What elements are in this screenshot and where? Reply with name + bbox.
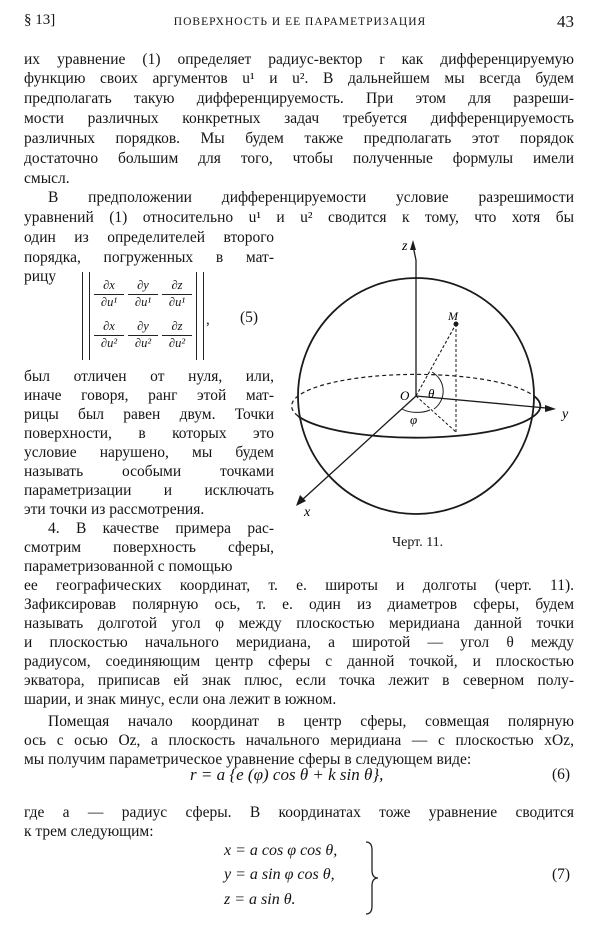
z-arrow	[410, 240, 416, 250]
matrix-right-bar	[196, 272, 204, 360]
text-line: параметризации и исключать	[24, 482, 274, 499]
text-line: смотрим поверхность сферы,	[24, 539, 274, 556]
text-line: иначе говоря, ранг этой мат-	[24, 387, 274, 404]
matrix-entry: $\frac{\partial y}{\text{∂u²}}$	[128, 319, 158, 351]
text-line: функцию своих аргументов u¹ и u². В дальнейшем мы всегда будем	[24, 70, 574, 87]
equation-number-5: (5)	[240, 309, 259, 326]
text-line: В предположении дифференцируемости условие разрешимости	[48, 189, 574, 206]
matrix-left-bar	[82, 272, 90, 360]
text-line: ось с осью Oz, а плоскость начального меридиана — с плоскостью xOz,	[24, 732, 574, 749]
jacobian-matrix	[82, 272, 212, 360]
section-marker: § 13]	[24, 12, 56, 28]
figure-caption: Черт. 11.	[392, 535, 444, 550]
equation-6: r = a {e (φ) cos θ + k sin θ},	[190, 765, 384, 784]
text-line: Зафиксировав полярную ось, т. е. один из диаметров сферы, будем	[24, 596, 574, 613]
sphere-figure	[280, 228, 580, 528]
equation-7-line-3: z = a sin θ.	[224, 891, 296, 908]
text-line: радиусом, соединяющим центр сферы с данной точкой, и плоскостью	[24, 653, 574, 670]
text-line: рицу	[24, 268, 57, 285]
text-line: Помещая начало координат в центр сферы, совмещая полярную	[48, 713, 574, 730]
text-line: параметризованной с помощью	[24, 558, 233, 575]
equation-number-7: (7)	[552, 866, 571, 883]
radius-to-m	[416, 324, 456, 396]
text-line: ее географических координат, т. е. широты и долготы (черт. 11).	[24, 577, 574, 594]
text-line: мости различных конкретных задач требуется дифференцируемость	[24, 110, 574, 127]
text-line: и плоскостью начального меридиана, а широтой — угол θ между	[24, 634, 574, 651]
page-number: 43	[557, 12, 574, 31]
text-line: называть особыми точками	[24, 463, 274, 480]
label-phi: φ	[410, 412, 418, 427]
text-line: эти точки из рассмотрения.	[24, 501, 205, 518]
text-line: шарии, и знак минус, если она лежит в южном.	[24, 691, 337, 708]
matrix-entry: $\frac{\partial y}{\text{∂u¹}}$	[128, 278, 158, 310]
text-line: где a — радиус сферы. В координатах тоже уравнение сводится	[24, 804, 574, 821]
text-line: предполагать такую дифференцируемость. При этом для разреши-	[24, 90, 574, 107]
matrix-entry: $\frac{\partial z}{\text{∂u¹}}$	[162, 278, 192, 310]
y-axis	[416, 396, 546, 408]
equation-number-6: (6)	[552, 766, 571, 783]
x-axis	[302, 396, 416, 500]
equator-back	[292, 374, 534, 416]
text-line: различных порядков. Мы будем также предполагать этот порядок	[24, 130, 574, 147]
text-line: условие нарушено, мы будем	[24, 444, 274, 461]
label-theta: θ	[428, 386, 435, 401]
equation-7-line-1: x = a cos φ cos θ,	[224, 842, 338, 859]
text-line: один из определителей второго	[24, 229, 274, 246]
label-z: z	[402, 239, 408, 254]
equator-front	[298, 396, 540, 438]
running-title: ПОВЕРХНОСТЬ И ЕЕ ПАРАМЕТРИЗАЦИЯ	[173, 16, 427, 28]
matrix-entry: $\frac{\partial x}{\text{∂u¹}}$	[94, 278, 124, 310]
text-line: поверхности, в которых это	[24, 425, 274, 442]
text-line: порядка, погруженных в мат-	[24, 249, 274, 266]
matrix-entry: $\frac{\partial x}{\text{∂u²}}$	[94, 319, 124, 351]
text-line: рицы был равен двум. Точки	[24, 406, 274, 423]
text-line: уравнений (1) относительно u¹ и u² сводится к тому, что хотя бы	[24, 209, 574, 226]
label-x: x	[304, 505, 311, 520]
y-arrow	[545, 405, 556, 412]
matrix-entry: $\frac{\partial z}{\text{∂u²}}$	[162, 319, 192, 351]
text-line: достаточно большим для того, чтобы полученные формулы имели	[24, 150, 574, 167]
projection-line	[416, 396, 456, 432]
equation-7-line-2: y = a sin φ cos θ,	[224, 866, 335, 883]
text-line: мы получим параметрическое уравнение сферы в следующем виде:	[24, 751, 472, 768]
label-origin: O	[400, 388, 410, 403]
matrix-comma: ,	[206, 312, 210, 328]
text-line: смысл.	[24, 170, 70, 187]
text-line: был отличен от нуля, или,	[24, 368, 274, 385]
text-line: их уравнение (1) определяет радиус-вектор r как дифференцируемую	[24, 51, 574, 68]
label-y: y	[562, 407, 569, 422]
label-m: M	[448, 309, 458, 323]
right-brace	[364, 840, 380, 916]
text-line: 4. В качестве примера рас-	[48, 520, 274, 537]
text-line: экватора, приписав ей знак плюс, если точка лежит в северном полу-	[24, 672, 574, 689]
text-line: называть долготой угол φ между плоскостью меридиана данной точки	[24, 615, 574, 632]
text-line: к трем следующим:	[24, 823, 154, 840]
